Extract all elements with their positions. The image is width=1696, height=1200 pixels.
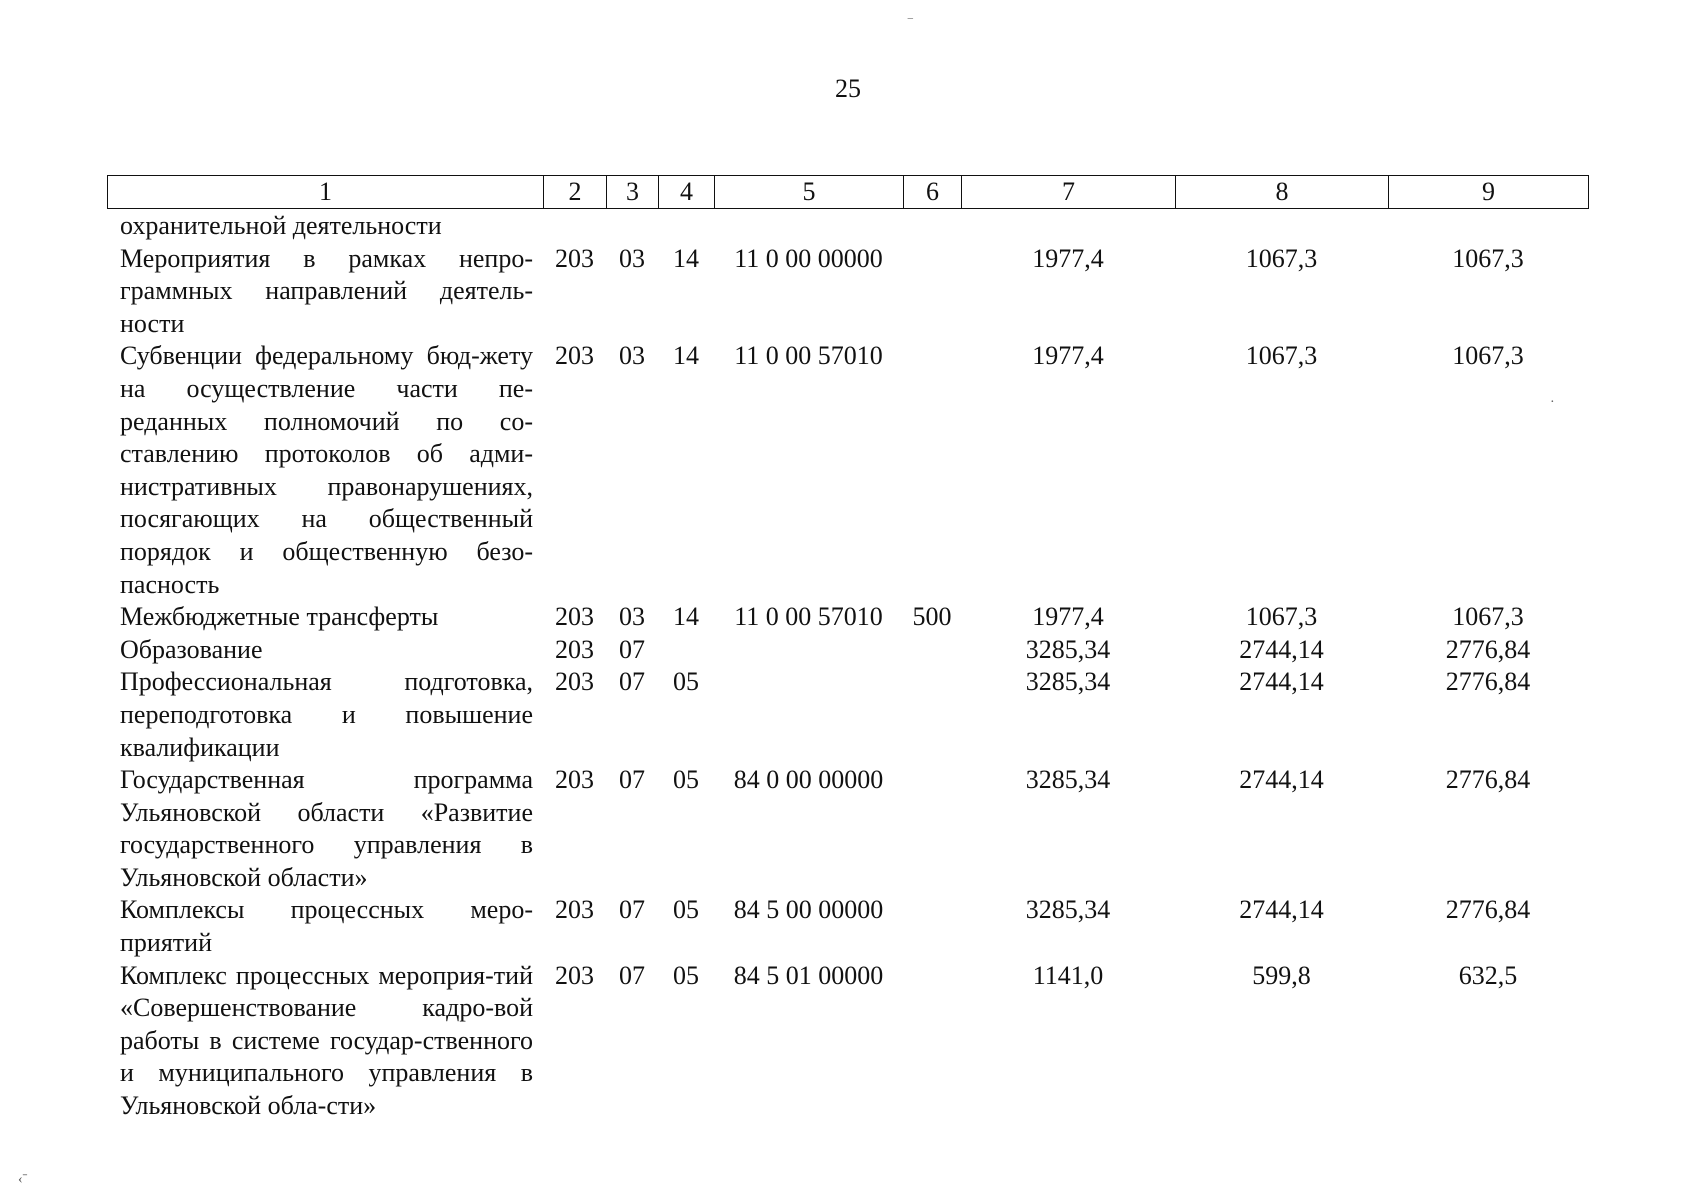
column-header-7: 7 xyxy=(962,176,1176,209)
row-name: Комплексы процессных меро-приятий xyxy=(120,895,533,958)
row-code-3 xyxy=(606,210,658,243)
row-value-7: 3285,34 xyxy=(1025,634,1111,664)
row-value-9 xyxy=(1388,210,1588,243)
row-code-3: 03 xyxy=(619,341,645,371)
row-value-7: 1141,0 xyxy=(1032,960,1104,990)
row-code-3: 03 xyxy=(619,243,645,273)
table-row xyxy=(107,960,1588,1123)
row-code-2 xyxy=(543,210,606,243)
row-name: Комплекс процессных мероприя-тий «Совершенствование кадро-вой работы в системе государ-ственного и муниципального управления в Ульяновской обла-сти» xyxy=(120,960,533,1121)
column-header-3: 3 xyxy=(607,176,659,209)
row-value-7: 1977,4 xyxy=(1032,243,1104,273)
column-header-8: 8 xyxy=(1176,176,1389,209)
row-value-9: 1067,3 xyxy=(1452,341,1524,371)
row-value-8 xyxy=(1175,210,1388,243)
row-code-5: 84 5 00 00000 xyxy=(733,895,884,925)
row-code-4: 05 xyxy=(673,895,699,925)
column-header-9: 9 xyxy=(1389,176,1589,209)
row-value-7: 3285,34 xyxy=(1025,765,1111,795)
row-code-5 xyxy=(714,210,903,243)
scan-speck: ‾ xyxy=(908,18,913,33)
row-value-7: 3285,34 xyxy=(1025,895,1111,925)
row-value-8: 2744,14 xyxy=(1239,765,1324,795)
row-code-4: 05 xyxy=(673,960,699,990)
row-code-4: 14 xyxy=(673,602,699,632)
row-value-8: 1067,3 xyxy=(1245,602,1318,632)
row-value-8: 1067,3 xyxy=(1245,341,1318,371)
row-value-9: 2776,84 xyxy=(1445,634,1531,664)
row-code-2: 203 xyxy=(555,895,594,925)
row-code-6: 500 xyxy=(912,602,952,632)
row-code-5: 11 0 00 57010 xyxy=(734,341,883,371)
column-header-row xyxy=(108,176,1589,209)
row-name: Образование xyxy=(120,634,263,664)
row-code-6 xyxy=(903,634,961,667)
row-value-9: 1067,3 xyxy=(1452,243,1524,273)
row-value-7 xyxy=(961,210,1175,243)
table-row xyxy=(107,894,1588,959)
column-header-6: 6 xyxy=(904,176,962,209)
row-code-5: 11 0 00 00000 xyxy=(734,243,883,273)
row-name: охранительной деятельности xyxy=(120,211,442,240)
row-code-2: 203 xyxy=(555,243,594,273)
row-code-4: 14 xyxy=(673,341,699,371)
row-code-4: 05 xyxy=(673,667,699,697)
row-code-2: 203 xyxy=(555,960,594,990)
row-code-3: 07 xyxy=(619,765,645,795)
row-code-2: 203 xyxy=(555,765,594,795)
row-name: Государственная программа Ульяновской области «Развитие государственного управления в Ульяновской области» xyxy=(120,765,533,892)
row-code-3: 07 xyxy=(619,960,645,990)
row-code-5: 84 5 01 00000 xyxy=(733,960,884,990)
row-code-5: 84 0 00 00000 xyxy=(733,765,884,795)
table-row xyxy=(107,210,1588,243)
table-row xyxy=(107,243,1588,341)
row-code-5 xyxy=(714,666,903,764)
scan-speck: · xyxy=(1550,395,1555,410)
row-name: Субвенции федеральному бюд-жету на осуществление части пе-реданных полномочий по со-ставлению протоколов об адми-нистративных правонарушениях, посягающих на общественный порядок и общественную безо-пасность xyxy=(120,341,533,599)
row-value-9: 1067,3 xyxy=(1452,602,1524,632)
page-number: 25 xyxy=(835,74,861,103)
row-code-6 xyxy=(903,210,961,243)
row-value-9: 2776,84 xyxy=(1445,765,1531,795)
table-row xyxy=(107,666,1588,764)
row-code-3: 07 xyxy=(619,667,645,697)
scan-speck: ‹ˉ xyxy=(18,1172,28,1187)
table-row xyxy=(107,340,1588,601)
row-value-8: 1067,3 xyxy=(1245,243,1318,273)
column-header-1: 1 xyxy=(108,176,544,209)
row-code-6 xyxy=(903,894,961,959)
row-name: Мероприятия в рамках непро-граммных направлений деятель-ности xyxy=(120,243,533,338)
row-value-9: 632,5 xyxy=(1458,960,1518,990)
row-value-9: 2776,84 xyxy=(1445,895,1531,925)
table-row xyxy=(107,764,1588,894)
table-row xyxy=(107,601,1588,634)
row-code-2: 203 xyxy=(555,667,594,697)
row-code-2: 203 xyxy=(555,341,594,371)
column-header-table xyxy=(107,175,1589,209)
row-value-7: 1977,4 xyxy=(1032,341,1104,371)
row-value-7: 1977,4 xyxy=(1032,602,1104,632)
row-code-3: 03 xyxy=(619,602,645,632)
row-code-2: 203 xyxy=(555,634,594,664)
row-name: Межбюджетные трансферты xyxy=(120,602,439,632)
table-row xyxy=(107,634,1588,667)
row-code-5 xyxy=(714,634,903,667)
row-value-8: 2744,14 xyxy=(1239,667,1324,697)
row-value-8: 2744,14 xyxy=(1239,895,1324,925)
row-value-8: 2744,14 xyxy=(1239,634,1324,664)
table-body xyxy=(107,210,1588,1123)
row-code-3: 07 xyxy=(619,634,645,664)
column-header-5: 5 xyxy=(715,176,904,209)
column-header-2: 2 xyxy=(544,176,607,209)
row-code-6 xyxy=(903,764,961,894)
row-code-6 xyxy=(903,340,961,601)
row-code-6 xyxy=(903,243,961,341)
row-code-4 xyxy=(658,210,714,243)
row-name: Профессиональная подготовка, переподготовка и повышение квалификации xyxy=(120,667,533,762)
row-value-8: 599,8 xyxy=(1252,960,1311,990)
row-value-7: 3285,34 xyxy=(1025,667,1111,697)
column-header-4: 4 xyxy=(659,176,715,209)
row-code-3: 07 xyxy=(619,895,645,925)
row-code-4 xyxy=(658,634,714,667)
row-code-6 xyxy=(903,666,961,764)
row-code-5: 11 0 00 57010 xyxy=(734,602,883,632)
row-value-9: 2776,84 xyxy=(1445,667,1531,697)
row-code-6 xyxy=(903,960,961,1123)
budget-table xyxy=(107,210,1588,1123)
row-code-4: 14 xyxy=(673,243,699,273)
row-code-4: 05 xyxy=(673,765,699,795)
row-code-2: 203 xyxy=(555,602,594,632)
